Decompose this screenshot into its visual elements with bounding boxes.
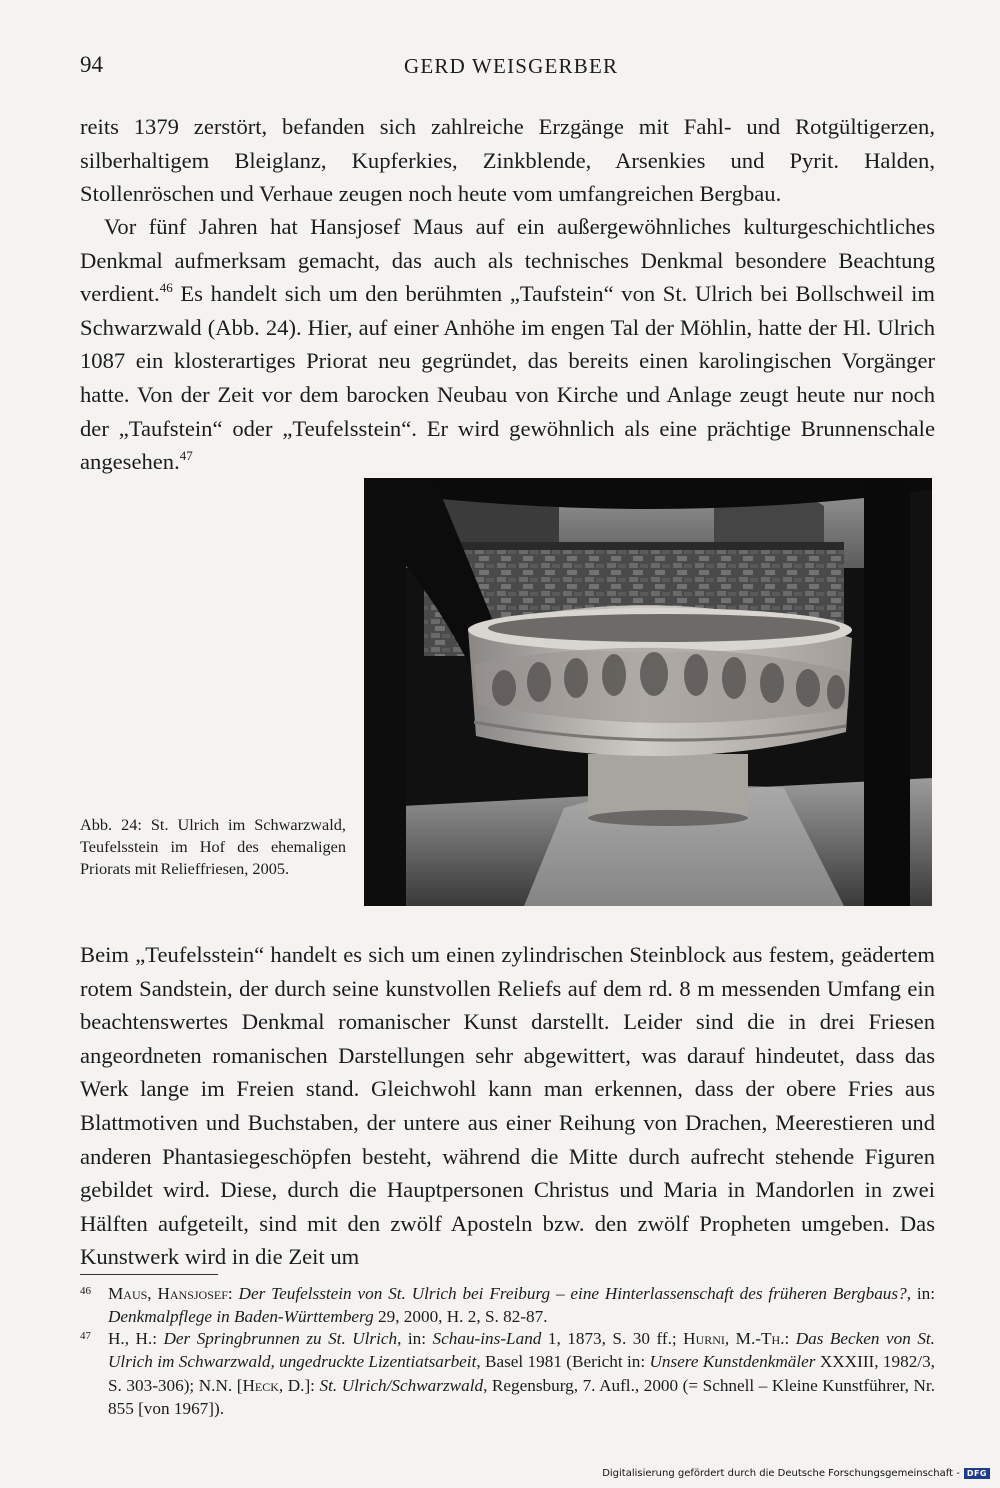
footnote-number: 47 [80,1330,91,1342]
footnote-title: Das Becken von St. Ulrich im Schwarzwald, ungedruckte Lizentiatsarbeit [108,1329,935,1372]
footnote-46 [80,1282,935,1329]
footnote-ref-47[interactable]: 47 [179,448,193,464]
page-number: 94 [80,52,103,77]
footnote-journal: Unsere Kunstdenkmäler [649,1352,816,1372]
footnote-body [80,1327,935,1421]
footnote-title: Der Springbrunnen zu St. Ulrich [163,1329,398,1348]
footnote-47 [80,1327,935,1421]
paragraph-text: Es handelt sich um den berühmten „Taufstein“ von St. Ulrich bei Bollschweil im Schwarzwald (Abb. 24). Hier, auf einer Anhöhe im engen Tal der Möhlin, hatte der Hl. Ulrich 1087 ein klosterartiges Priorat neu gegründet, das bereits einen karolingischen Vorgänger hatte. Von der Zeit vor dem barocken Neubau von Kirche und Anlage zeugt heute nur noch der „Taufstein“ oder „Teufelsstein“. Er wird gewöhnlich als eine prächtige Brunnenschale angesehen. [80,281,935,475]
footnote-journal: Schau-ins-Land [432,1329,542,1348]
footnote-body [80,1282,935,1329]
dfg-logo-icon: DFG [964,1468,990,1479]
footnote-author: H., H.: [108,1329,157,1348]
footnote-text: , Basel 1981 (Bericht in: [476,1352,650,1372]
footnote-text: , in: [906,1284,935,1303]
footnote-title: Der Teufelsstein von St. Ulrich bei Freiburg – eine Hinterlassenschaft des früheren Bergbaus? [238,1284,907,1303]
footnote-journal: Denkmalpflege in Baden-Württemberg [108,1307,374,1327]
footnote-author: Heck [242,1375,279,1395]
digitization-footer [602,1468,990,1479]
running-head: GERD WEISGERBER [404,54,619,78]
footnote-text: 1, 1873, S. 30 ff.; [541,1329,684,1348]
footnote-title: St. Ulrich/Schwarzwald [319,1375,484,1395]
footnote-text: XXXIII, 1982/3, S. 303-306); N.N. [ [108,1352,935,1395]
footnote-text: , Regensburg, 7. Aufl., 2000 (= Schnell – Kleine Kunstführer, Nr. 855 [von 1967]). [108,1375,935,1419]
paragraph-taufstein-intro [80,210,935,479]
footnote-ref-46[interactable]: 46 [159,280,173,296]
footnote-author: Maus, Hansjosef: [108,1284,233,1303]
footnote-text: 29, 2000, H. 2, S. 82-87. [373,1307,548,1327]
footnote-number: 46 [80,1285,91,1297]
footnote-author: Hurni, M.-Th.: [683,1329,790,1348]
footnote-text: , D.]: [278,1375,320,1395]
footnote-text: , in: [397,1329,433,1348]
photo-illustration [364,478,932,906]
figure-caption: Abb. 24: St. Ulrich im Schwarzwald, Teufelsstein im Hof des ehemaligen Priorats mit Relieffriesen, 2005. [80,815,346,878]
paragraph-text: Vor fünf Jahren hat Hansjosef Maus auf ein außergewöhnliches kulturgeschichtliches Denkmal aufmerksam gemacht, das auch als technisches Denkmal besondere Beachtung verdient. [80,214,935,307]
digitization-note: Digitalisierung gefördert durch die Deutsche Forschungsgemeinschaft - [602,1468,960,1479]
footnote-separator [80,1274,218,1275]
paragraph-teufelsstein-description: Beim „Teufelsstein“ handelt es sich um einen zylindrischen Steinblock aus festem, geädertem rotem Sandstein, der durch seine kunstvollen Reliefs auf dem rd. 8 m messenden Umfang ein beachtenswertes Denkmal romanischer Kunst darstellt. Leider sind die in drei Friesen angeordneten romanischen Darstellungen sehr abgewittert, was darauf hindeutet, dass das Werk lange im Freien stand. Gleichwohl kann man erkennen, dass der obere Fries aus Blattmotiven und Buchstaben, der untere aus einer Reihung von Drachen, Meerestieren und anderen Phantasiegeschöpfen besteht, während die Mitte durch aufrecht stehende Figuren gebildet wird. Diese, durch die Hauptpersonen Christus und Maria in Mandorlen in zwei Hälften aufgeteilt, sind mit den zwölf Aposteln bzw. den zwölf Propheten umgeben. Das Kunstwerk wird in die Zeit um [80,942,935,1270]
paragraph-continuation: reits 1379 zerstört, befanden sich zahlreiche Erzgänge mit Fahl- und Rotgültigerzen, silberhaltigem Bleiglanz, Kupferkies, Zinkblende, Arsenkies und Pyrit. Halden, Stollenröschen und Verhaue zeugen noch heute vom umfangreichen Bergbau. [80,114,935,207]
figure-photo-teufelsstein [364,478,932,906]
